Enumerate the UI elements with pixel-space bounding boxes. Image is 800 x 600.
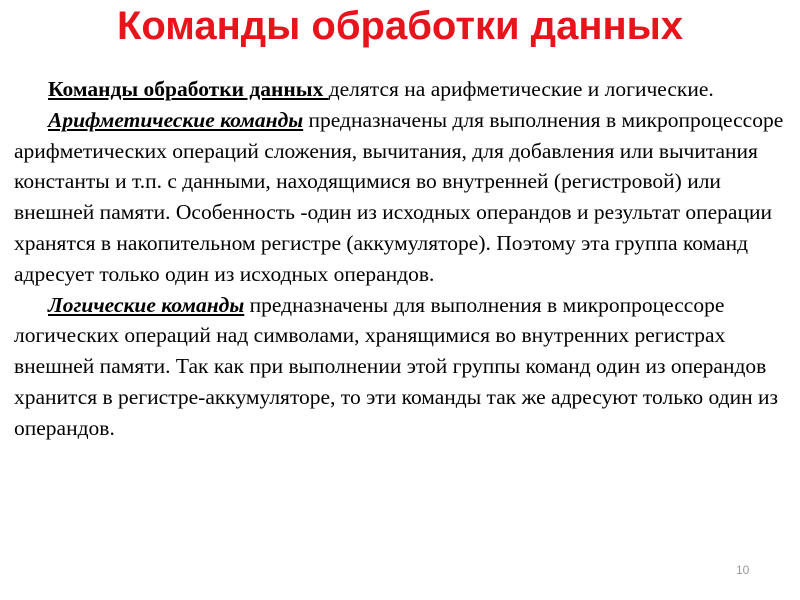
paragraph-data-commands (14, 74, 790, 105)
term-data-commands: Команды обработки данных (48, 77, 329, 101)
page-number: 10 (736, 563, 750, 577)
paragraph-text: предназначены для выполнения в микропроцессоре логических операций над символами, хранящимися во внутренних регистрах внешней памяти. Так как при выполнении этой группы команд один из операндов хранится в регистре-аккумуляторе, то эти команды так же адресуют только один из операндов. (14, 292, 778, 440)
term-arithmetic-commands: Арифметические команды (48, 107, 304, 132)
slide-body (14, 74, 790, 444)
paragraph-text: предназначены для выполнения в микропроцессоре арифметических операций сложения, вычитания, для добавления или вычитания константы и т.п. с данными, находящимися во внутренней (регистровой) или внешней памяти. Особенность -один из исходных операндов и результат операции хранятся в накопительном регистре (аккумуляторе). Поэтому эта группа команд адресует только один из исходных операндов. (14, 107, 784, 286)
paragraph-text: делятся на арифметические и логические. (328, 77, 714, 101)
paragraph-arithmetic-commands (14, 105, 790, 290)
paragraph-logical-commands (14, 290, 790, 444)
slide-title: Команды обработки данных (116, 4, 684, 48)
term-logical-commands: Логические команды (48, 292, 245, 317)
